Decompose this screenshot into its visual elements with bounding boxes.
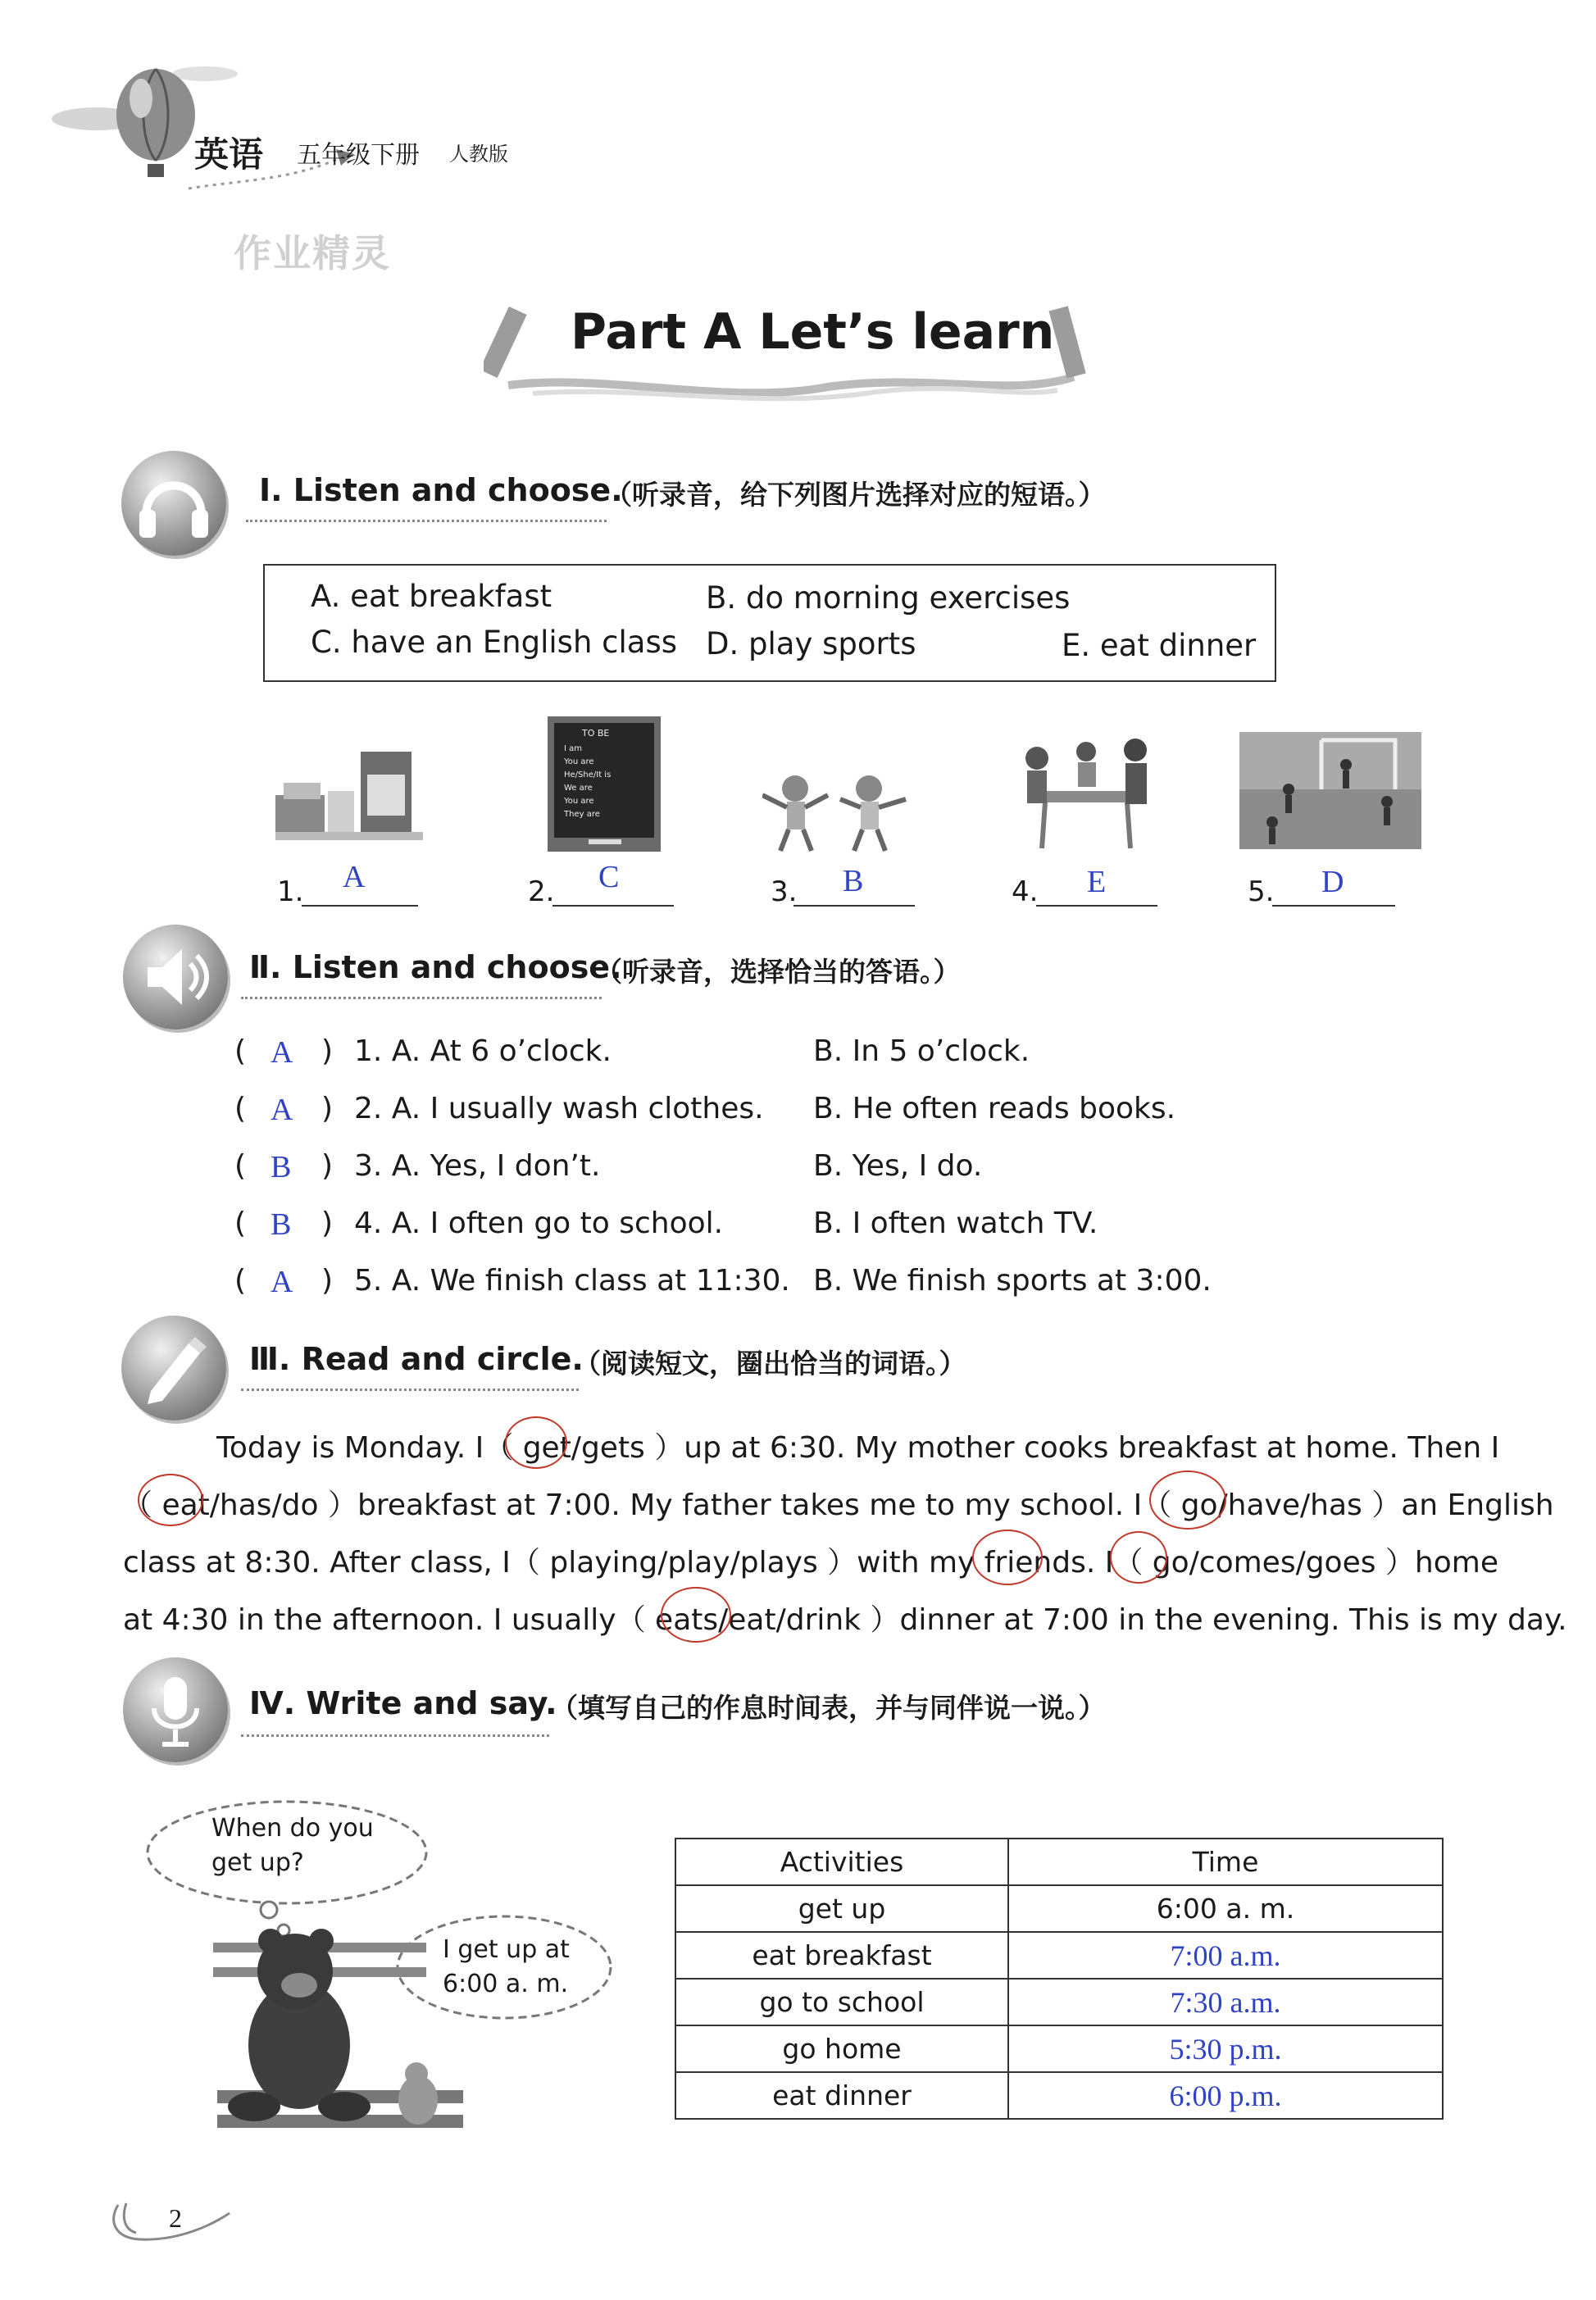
- section-3-underline: [241, 1389, 579, 1391]
- speech-bubble-question: [211, 1811, 374, 1880]
- answer-handwritten: A: [343, 860, 366, 894]
- table-row: [675, 1979, 1443, 2025]
- answer-circle-mark: [972, 1530, 1043, 1585]
- answer-blank[interactable]: [793, 905, 915, 907]
- paren-close: ): [321, 1149, 334, 1183]
- paren-open: (: [234, 1149, 247, 1183]
- section-4-title: Ⅳ. Write and say.: [249, 1685, 557, 1721]
- blackboard-line: TO BE: [582, 728, 610, 739]
- choice-a: 4. A. I often go to school.: [354, 1207, 724, 1240]
- table-row: [675, 2025, 1443, 2072]
- blackboard-line: We are: [564, 784, 593, 793]
- section-1-title: Ⅰ. Listen and choose.: [259, 472, 623, 508]
- time-cell-handwritten[interactable]: 6:00 p.m.: [1008, 2072, 1443, 2119]
- answer-circle-mark: [1149, 1470, 1226, 1530]
- schedule-table: [675, 1838, 1444, 2120]
- section-4-underline: [241, 1734, 549, 1737]
- option-d: D. play sports: [706, 626, 916, 661]
- choice-a: 2. A. I usually wash clothes.: [354, 1092, 764, 1125]
- blackboard-line: I am: [564, 744, 582, 753]
- paren-close: ): [321, 1264, 334, 1298]
- column-header-time: Time: [1008, 1839, 1443, 1885]
- activity-cell: go to school: [675, 1979, 1008, 2025]
- paren-close: ): [321, 1092, 334, 1125]
- time-cell-handwritten[interactable]: 5:30 p.m.: [1008, 2025, 1443, 2072]
- time-cell: 6:00 a. m.: [1008, 1885, 1443, 1932]
- page-title: Part A Let’s learn: [571, 303, 1055, 361]
- passage-line: Today is Monday. I（ get/gets ）up at 6:30. My mother cooks breakfast at home. Then I: [216, 1431, 1500, 1465]
- choice-b: B. He often reads books.: [813, 1092, 1176, 1125]
- pencil-icon: [121, 1316, 226, 1420]
- activity-cell: get up: [675, 1885, 1008, 1932]
- section-2-underline: [241, 997, 602, 999]
- answer-circle-mark: [505, 1416, 567, 1469]
- paren-open: (: [234, 1092, 247, 1125]
- blackboard-line: He/She/It is: [564, 770, 612, 780]
- paren-open: (: [234, 1207, 247, 1240]
- answer-handwritten: B: [271, 1150, 292, 1184]
- item-number: 4.: [1012, 875, 1039, 908]
- morning-exercises-picture: [762, 770, 910, 852]
- answer-circle-mark: [1110, 1531, 1167, 1584]
- table-row: [675, 1885, 1443, 1932]
- blackboard-line: They are: [564, 810, 600, 819]
- watermark-logo: 作业精灵: [234, 231, 391, 275]
- section-3-title: Ⅲ. Read and circle.: [249, 1341, 584, 1377]
- headphones-icon: [121, 451, 226, 556]
- option-c: C. have an English class: [311, 625, 677, 660]
- option-e: E. eat dinner: [1062, 628, 1257, 663]
- section-2-instruction: （听录音，选择恰当的答语。）: [595, 956, 961, 988]
- answer-blank[interactable]: [1272, 905, 1395, 907]
- passage-line: （ eat/has/do ）breakfast at 7:00. My father takes me to my school. I（ go/have/has ）an English: [123, 1489, 1554, 1522]
- blackboard-line: You are: [564, 797, 594, 806]
- passage-line: at 4:30 in the afternoon. I usually（ eats/eat/drink ）dinner at 7:00 in the evening. This is my day.: [123, 1603, 1567, 1637]
- options-box: [263, 564, 1276, 682]
- bubble-line: When do you: [211, 1814, 374, 1843]
- paren-close: ): [321, 1034, 334, 1068]
- header-grade: 五年级下册: [297, 141, 420, 170]
- activity-cell: eat breakfast: [675, 1932, 1008, 1979]
- choice-b: B. Yes, I do.: [813, 1149, 983, 1183]
- bubble-line: I get up at: [443, 1935, 570, 1964]
- passage-line: class at 8:30. After class, I（ playing/play/plays ）with my friends. I（ go/comes/goes ）home: [123, 1546, 1498, 1580]
- item-number: 5.: [1248, 875, 1275, 908]
- blackboard-line: You are: [564, 757, 594, 766]
- table-row: [675, 1932, 1443, 1979]
- answer-handwritten: E: [1087, 865, 1107, 899]
- answer-handwritten: A: [271, 1093, 293, 1127]
- choice-a: 3. A. Yes, I don’t.: [354, 1149, 601, 1183]
- time-cell-handwritten[interactable]: 7:30 a.m.: [1008, 1979, 1443, 2025]
- answer-handwritten: A: [271, 1035, 293, 1070]
- blackboard-picture: [548, 716, 661, 852]
- paren-close: ): [321, 1207, 334, 1240]
- activity-cell: eat dinner: [675, 2072, 1008, 2119]
- option-a: A. eat breakfast: [311, 579, 552, 614]
- eat-dinner-picture: [1012, 734, 1162, 848]
- section-1-instruction: （听录音，给下列图片选择对应的短语。）: [605, 479, 1106, 511]
- option-b: B. do morning exercises: [706, 580, 1071, 616]
- answer-blank[interactable]: [1036, 905, 1157, 907]
- item-number: 2.: [528, 875, 555, 908]
- paren-open: (: [234, 1034, 247, 1068]
- section-2-title: Ⅱ. Listen and choose.: [249, 949, 622, 985]
- choice-b: B. In 5 o’clock.: [813, 1034, 1030, 1068]
- paren-open: (: [234, 1264, 247, 1298]
- column-header-activities: Activities: [675, 1839, 1008, 1885]
- choice-b: B. We finish sports at 3:00.: [813, 1264, 1212, 1298]
- answer-blank[interactable]: [302, 905, 418, 907]
- table-header-row: [675, 1839, 1443, 1885]
- section-3-instruction: （阅读短文，圈出恰当的词语。）: [574, 1348, 966, 1380]
- section-1-underline: [246, 520, 607, 522]
- activity-cell: go home: [675, 2025, 1008, 2072]
- answer-handwritten: B: [843, 864, 864, 898]
- choice-b: B. I often watch TV.: [813, 1207, 1098, 1240]
- answer-blank[interactable]: [552, 905, 674, 907]
- answer-handwritten: C: [598, 860, 620, 894]
- bubble-line: 6:00 a. m.: [443, 1970, 569, 1998]
- breakfast-picture: [275, 742, 423, 852]
- answer-handwritten: D: [1321, 865, 1344, 899]
- header-subject: 英语: [194, 134, 264, 175]
- speech-bubble-answer: [443, 1933, 570, 2002]
- page-number: 2: [169, 2203, 182, 2233]
- answer-circle-mark: [138, 1474, 203, 1526]
- table-row: [675, 2072, 1443, 2119]
- choice-a: 1. A. At 6 o’clock.: [354, 1034, 612, 1068]
- answer-handwritten: B: [271, 1207, 292, 1242]
- item-number: 1.: [277, 875, 304, 908]
- microphone-icon: [123, 1657, 228, 1762]
- choice-a: 5. A. We finish class at 11:30.: [354, 1264, 790, 1298]
- answer-handwritten: A: [271, 1265, 293, 1299]
- time-cell-handwritten[interactable]: 7:00 a.m.: [1008, 1932, 1443, 1979]
- section-4-instruction: （填写自己的作息时间表，并与同伴说一说。）: [551, 1692, 1106, 1724]
- item-number: 3.: [771, 875, 798, 908]
- play-sports-picture: [1239, 732, 1421, 849]
- bubble-line: get up?: [211, 1848, 304, 1877]
- speaker-icon: [123, 925, 228, 1030]
- header-edition: 人教版: [449, 143, 508, 166]
- answer-circle-mark: [661, 1587, 731, 1643]
